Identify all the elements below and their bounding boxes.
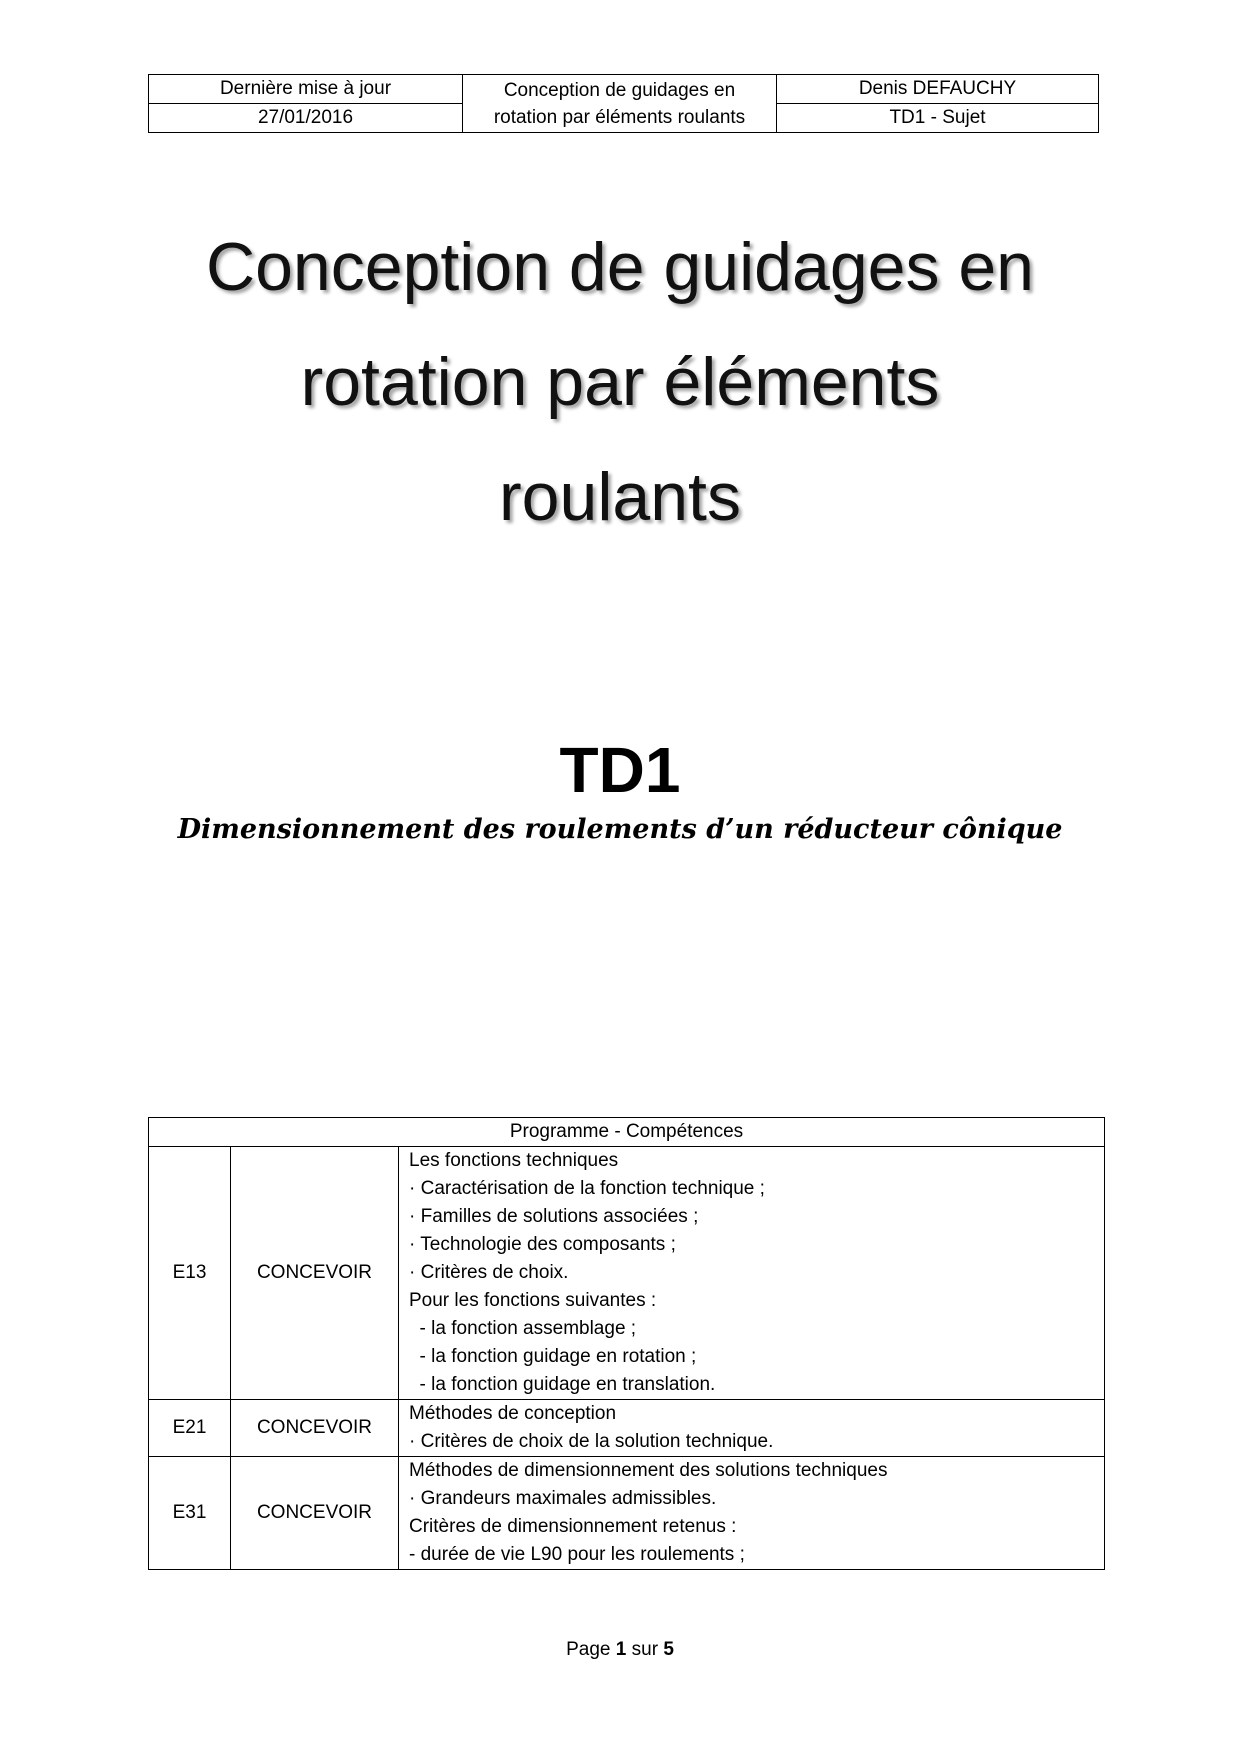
description-line: · Critères de choix de la solution technique. (409, 1431, 774, 1452)
course-title-line2: rotation par éléments roulants (493, 106, 746, 128)
competence-code: E13 (149, 1147, 231, 1400)
update-date: 27/01/2016 (149, 104, 463, 133)
page-prefix: Page (566, 1639, 611, 1660)
description-line: · Grandeurs maximales admissibles. (409, 1488, 717, 1509)
td-subtitle: Dimensionnement des roulements d’un réducteur cônique (177, 814, 1063, 845)
description-line: - la fonction guidage en translation. (409, 1374, 716, 1395)
page-footer (120, 1636, 1120, 1664)
competence-code: E31 (149, 1457, 231, 1570)
competences-header: Programme - Compétences (149, 1118, 1105, 1147)
description-line: · Familles de solutions associées ; (409, 1206, 699, 1227)
competence-category: CONCEVOIR (231, 1147, 399, 1400)
description-line: · Critères de choix. (409, 1262, 569, 1283)
updated-label: Dernière mise à jour (149, 75, 463, 104)
document-header (148, 74, 1099, 133)
competence-category: CONCEVOIR (231, 1400, 399, 1457)
description-line: Pour les fonctions suivantes : (409, 1290, 657, 1311)
description-line: - la fonction assemblage ; (409, 1318, 637, 1339)
description-line: - la fonction guidage en rotation ; (409, 1346, 697, 1367)
main-title-line3: roulants (499, 459, 741, 535)
description-line: Les fonctions techniques (409, 1150, 619, 1171)
td-title: TD1 (559, 734, 681, 806)
main-title (120, 210, 1120, 555)
page-total: 5 (663, 1639, 674, 1660)
description-line: Méthodes de dimensionnement des solutions techniques (409, 1460, 888, 1481)
competence-description (399, 1457, 1105, 1570)
doc-type: TD1 - Sujet (777, 104, 1099, 133)
competence-category: CONCEVOIR (231, 1457, 399, 1570)
description-line: Méthodes de conception (409, 1403, 617, 1424)
table-row (149, 1457, 1105, 1570)
competences-table (148, 1117, 1105, 1570)
page-number: 1 (615, 1639, 627, 1660)
main-title-line2: rotation par éléments (300, 344, 940, 420)
description-line: · Caractérisation de la fonction technique ; (409, 1178, 765, 1199)
table-row (149, 1147, 1105, 1400)
main-title-line1: Conception de guidages en (206, 229, 1034, 305)
author: Denis DEFAUCHY (777, 75, 1099, 104)
description-line: · Technologie des composants ; (409, 1234, 676, 1255)
competence-description (399, 1147, 1105, 1400)
table-row (149, 1400, 1105, 1457)
description-line: - durée de vie L90 pour les roulements ; (409, 1544, 745, 1565)
competence-code: E21 (149, 1400, 231, 1457)
competence-description (399, 1400, 1105, 1457)
course-title-cell (463, 75, 777, 133)
description-line: Critères de dimensionnement retenus : (409, 1516, 737, 1537)
course-title-line1: Conception de guidages en (503, 79, 736, 101)
page-separator: sur (631, 1639, 659, 1660)
